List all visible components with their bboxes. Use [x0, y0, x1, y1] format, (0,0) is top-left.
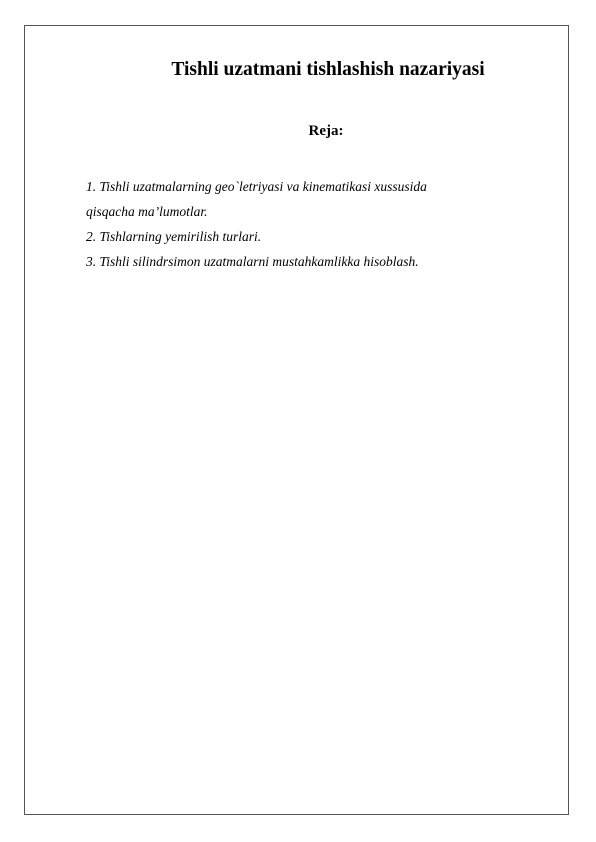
plan-item-3: [86, 249, 526, 274]
plan-item-3-text: 3. Tishli silindrsimon uzatmalarni mustahkamlikka hisoblash.: [86, 254, 419, 269]
plan-item-2-text: 2. Tishlarning yemirilish turlari.: [86, 229, 262, 244]
plan-heading: Reja:: [308, 123, 344, 139]
page-border: [24, 25, 569, 815]
plan-list: [86, 174, 526, 274]
plan-item-1-continuation: qisqacha ma’lumotlar.: [86, 204, 208, 219]
plan-item-1-text: 1. Tishli uzatmalarning geo`letriyasi va kinematikasi xussusida: [86, 179, 427, 194]
plan-item-2: [86, 224, 526, 249]
document-title: Tishli uzatmani tishlashish nazariyasi: [171, 59, 485, 80]
plan-item-1: [86, 174, 526, 224]
